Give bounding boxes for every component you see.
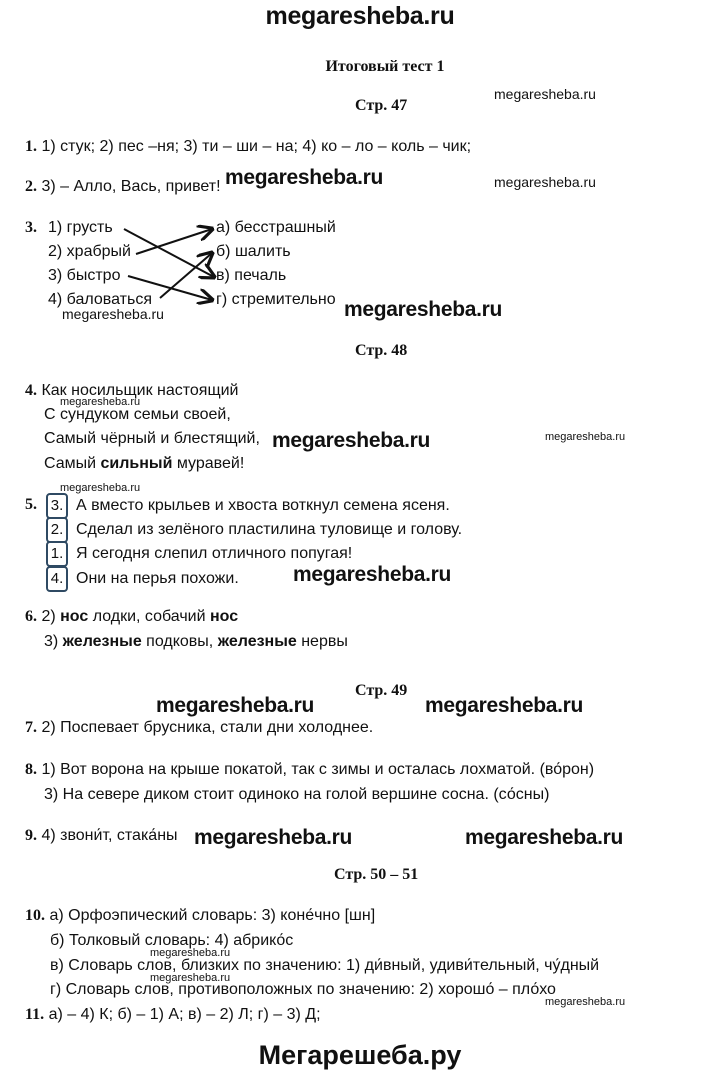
match-right-d: г) стремительно bbox=[216, 291, 336, 308]
watermark-small: megaresheba.ru bbox=[494, 86, 596, 102]
bold-word: нос bbox=[210, 608, 239, 625]
question-number: 11. bbox=[25, 1006, 45, 1023]
poem-line-2: С сундуком семьи своей, bbox=[44, 406, 231, 423]
question-number: 5. bbox=[25, 496, 37, 513]
page-heading-49: Стр. 49 bbox=[355, 682, 408, 699]
watermark-large: megaresheba.ru bbox=[156, 694, 315, 717]
question-6-line-2 bbox=[44, 633, 348, 651]
site-footer[interactable]: Мегарешеба.ру bbox=[258, 1040, 462, 1070]
answer-d: г) Словарь слов, противоположных по значению: 2) хорошо́ – пло́хо bbox=[50, 981, 556, 998]
answer-text: а) – 4) К; б) – 1) А; в) – 2) Л; г) – 3) Д; bbox=[48, 1006, 321, 1023]
arrow-3-d bbox=[128, 276, 212, 300]
page-heading-47: Стр. 47 bbox=[355, 97, 408, 114]
answer-c: в) Словарь слов, близких по значению: 1) ди́вный, удиви́тельный, чу́дный bbox=[50, 957, 600, 974]
order-box: 2. bbox=[46, 517, 68, 543]
answer-text: 3) – Алло, Вась, привет! bbox=[41, 178, 221, 195]
watermark-large: megaresheba.ru bbox=[225, 166, 384, 189]
order-text: А вместо крыльев и хвоста воткнул семена ясеня. bbox=[76, 497, 450, 515]
question-8 bbox=[25, 761, 594, 779]
arrow-4-b bbox=[160, 253, 212, 298]
question-7 bbox=[25, 719, 373, 737]
question-number: 1. bbox=[25, 138, 37, 155]
question-number: 4. bbox=[25, 382, 37, 399]
match-right-c: в) печаль bbox=[216, 267, 287, 284]
watermark-tiny: megaresheba.ru bbox=[60, 482, 141, 494]
watermark-small: megaresheba.ru bbox=[494, 174, 596, 190]
text-segment: 3) bbox=[44, 633, 63, 650]
answer-text: 2) Поспевает брусника, стали дни холоднее. bbox=[41, 719, 374, 736]
answer-b: б) Толковый словарь: 4) абрико́с bbox=[50, 932, 294, 949]
match-left-3: 3) быстро bbox=[48, 267, 121, 284]
question-number: 7. bbox=[25, 719, 37, 736]
question-number: 10. bbox=[25, 907, 45, 924]
question-9 bbox=[25, 827, 178, 845]
match-left-2: 2) храбрый bbox=[48, 243, 131, 260]
poem-line-1: Как носильщик настоящий bbox=[41, 382, 239, 399]
text-segment: Самый bbox=[44, 455, 101, 472]
watermark-large: megaresheba.ru bbox=[465, 826, 624, 849]
order-box: 3. bbox=[46, 493, 68, 519]
site-header[interactable]: megaresheba.ru bbox=[265, 2, 455, 30]
answer-line-2: 3) На севере диком стоит одиноко на голой вершине сосна. (со́сны) bbox=[44, 786, 550, 803]
page-heading-48: Стр. 48 bbox=[355, 342, 408, 359]
question-11 bbox=[25, 1006, 321, 1024]
watermark-tiny: megaresheba.ru bbox=[150, 972, 231, 984]
text-segment: лодки, собачий bbox=[88, 608, 210, 625]
order-row-2 bbox=[46, 517, 462, 543]
match-left-1: 1) грусть bbox=[48, 219, 113, 236]
bold-word: сильный bbox=[100, 455, 173, 472]
watermark-large: megaresheba.ru bbox=[272, 429, 431, 452]
matching-arrows bbox=[0, 0, 720, 340]
bold-word: железные bbox=[62, 633, 142, 650]
text-segment: муравей! bbox=[172, 455, 245, 472]
match-right-a: а) бесстрашный bbox=[216, 219, 336, 236]
question-number: 8. bbox=[25, 761, 37, 778]
order-text: Они на перья похожи. bbox=[76, 570, 239, 588]
watermark-tiny: megaresheba.ru bbox=[150, 947, 231, 959]
watermark-large: megaresheba.ru bbox=[425, 694, 584, 717]
bold-word: железные bbox=[217, 633, 297, 650]
order-box: 4. bbox=[46, 566, 68, 592]
page-heading-50-51: Стр. 50 – 51 bbox=[334, 866, 419, 883]
watermark-large: megaresheba.ru bbox=[344, 298, 503, 321]
watermark-large: megaresheba.ru bbox=[293, 563, 452, 586]
watermark-large: megaresheba.ru bbox=[194, 826, 353, 849]
order-box: 1. bbox=[46, 541, 68, 567]
match-left-4: 4) баловаться bbox=[48, 291, 152, 308]
order-text: Я сегодня слепил отличного попугая! bbox=[76, 545, 353, 563]
bold-word: нос bbox=[60, 608, 89, 625]
match-right-b: б) шалить bbox=[216, 243, 291, 260]
answer-text: 4) звони́т, стака́ны bbox=[41, 827, 178, 844]
text-segment: подковы, bbox=[141, 633, 218, 650]
order-row-1 bbox=[46, 493, 450, 519]
question-number: 9. bbox=[25, 827, 37, 844]
answer-line-1: 1) Вот ворона на крыше покатой, так с зимы и осталась лохматой. (во́рон) bbox=[41, 761, 595, 778]
order-text: Сделал из зелёного пластилина туловище и голову. bbox=[76, 521, 463, 539]
watermark-tiny: megaresheba.ru bbox=[60, 396, 141, 408]
text-segment: нервы bbox=[296, 633, 348, 650]
poem-line-3: Самый чёрный и блестящий, bbox=[44, 430, 260, 447]
question-6 bbox=[25, 608, 238, 626]
answer-text: 1) стук; 2) пес –ня; 3) ти – ши – на; 4) ко – ло – коль – чик; bbox=[41, 138, 472, 155]
question-10 bbox=[25, 907, 375, 925]
question-number: 3. bbox=[25, 219, 37, 236]
question-number: 2. bbox=[25, 178, 37, 195]
question-number: 6. bbox=[25, 608, 37, 625]
watermark-small: megaresheba.ru bbox=[62, 306, 164, 322]
watermark-tiny: megaresheba.ru bbox=[545, 996, 626, 1008]
order-row-4 bbox=[46, 566, 239, 592]
poem-line-4 bbox=[44, 455, 244, 473]
test-title: Итоговый тест 1 bbox=[325, 58, 445, 75]
watermark-tiny: megaresheba.ru bbox=[545, 431, 626, 443]
text-segment: 2) bbox=[41, 608, 61, 625]
answer-a: а) Орфоэпический словарь: 3) коне́чно [шн] bbox=[49, 907, 376, 924]
